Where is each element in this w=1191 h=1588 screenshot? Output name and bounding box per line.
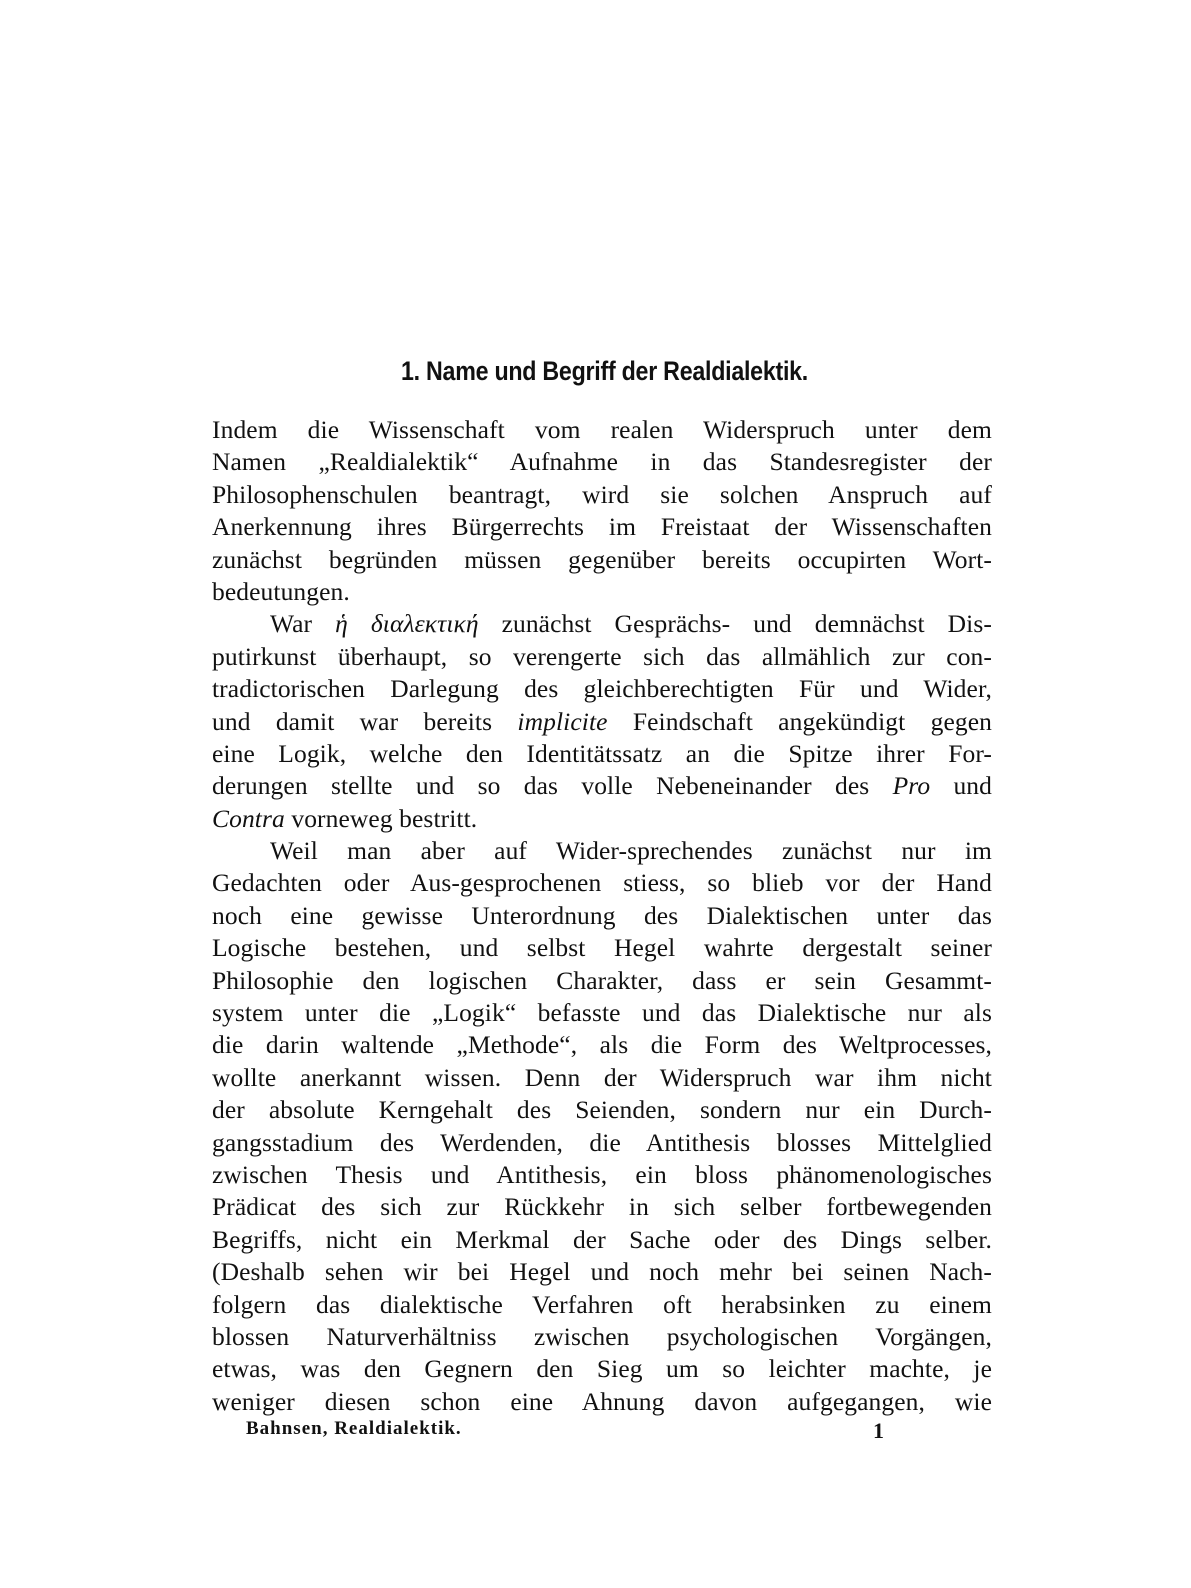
text-line: noch eine gewisse Unterordnung des Dialektischen unter das [212, 900, 992, 930]
section-heading: 1. Name und Begriff der Realdialektik. [401, 356, 808, 386]
running-footer-author: Bahnsen, Realdialektik. [246, 1418, 462, 1439]
text-line: zwischen Thesis und Antithesis, ein bloss phänomenologisches [212, 1159, 992, 1189]
text-line: und damit war bereits implicite Feindschaft angekündigt gegen [212, 706, 992, 736]
text-line: Contra vorneweg bestritt. [212, 803, 478, 833]
text-line: folgern das dialektische Verfahren oft herabsinken zu einem [212, 1289, 992, 1319]
text-line: zunächst begründen müssen gegenüber bereits occupirten Wort- [212, 544, 992, 574]
text-line: der absolute Kerngehalt des Seienden, sondern nur ein Durch- [212, 1095, 992, 1125]
text-line: Gedachten oder Aus-gesprochenen stiess, so blieb vor der Hand [212, 868, 992, 898]
text-line: Logische bestehen, und selbst Hegel wahrte dergestalt seiner [212, 933, 992, 963]
text-line: wollte anerkannt wissen. Denn der Widerspruch war ihm nicht [212, 1062, 992, 1092]
text-line: Indem die Wissenschaft vom realen Widerspruch unter dem [212, 415, 992, 444]
text-line: Prädicat des sich zur Rückkehr in sich selber fortbewegenden [212, 1192, 992, 1222]
body-text [212, 414, 992, 1418]
text-line: tradictorischen Darlegung des gleichberechtigten Für und Wider, [212, 674, 992, 704]
page-number: 1 [873, 1418, 884, 1443]
text-line: weniger diesen schon eine Ahnung davon aufgegangen, wie [212, 1386, 992, 1416]
text-line: blossen Naturverhältniss zwischen psychologischen Vorgängen, [212, 1321, 992, 1351]
text-line: Philosophie den logischen Charakter, dass er sein Gesammt- [212, 965, 992, 995]
text-line: Philosophenschulen beantragt, wird sie solchen Anspruch auf [212, 479, 992, 509]
text-line: putirkunst überhaupt, so verengerte sich das allmählich zur con- [212, 641, 992, 671]
text-line: derungen stellte und so das volle Nebeneinander des Pro und [212, 771, 993, 801]
page-footer [246, 1418, 896, 1448]
text-line: War ἡ διαλεκτική zunächst Gesprächs- und demnächst Dis- [270, 609, 992, 639]
text-line: bedeutungen. [212, 576, 350, 606]
text-line: Weil man aber auf Wider-sprechendes zunächst nur im [270, 836, 992, 866]
text-line: system unter die „Logik“ befasste und das Dialektische nur als [212, 998, 992, 1028]
text-line: gangsstadium des Werdenden, die Antithesis blosses Mittelglied [212, 1127, 992, 1157]
text-line: die darin waltende „Methode“, als die Form des Weltprocesses, [212, 1030, 992, 1060]
text-line: Namen „Realdialektik“ Aufnahme in das Standesregister der [212, 447, 992, 477]
text-line: Anerkennung ihres Bürgerrechts im Freistaat der Wissenschaften [212, 512, 992, 542]
text-line: etwas, was den Gegnern den Sieg um so leichter machte, je [212, 1354, 992, 1384]
text-line: eine Logik, welche den Identitätssatz an die Spitze ihrer For- [212, 738, 992, 768]
text-line: Begriffs, nicht ein Merkmal der Sache oder des Dings selber. [212, 1224, 992, 1254]
text-line: (Deshalb sehen wir bei Hegel und noch mehr bei seinen Nach- [212, 1257, 992, 1287]
